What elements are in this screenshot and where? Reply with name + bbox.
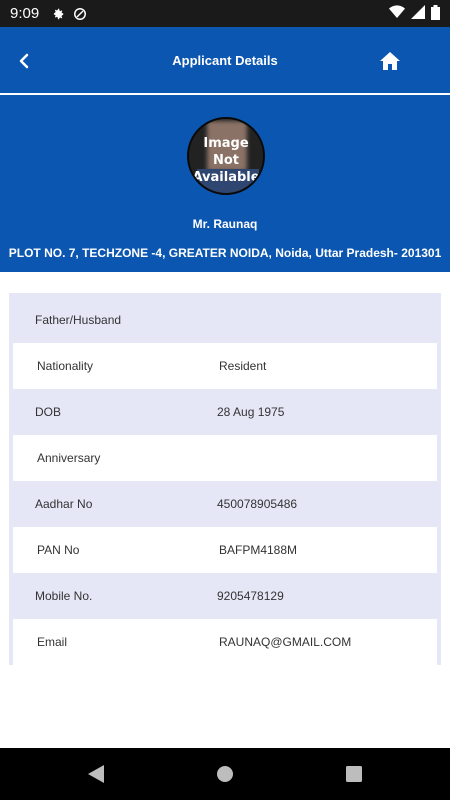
detail-label: Mobile No. — [35, 589, 93, 603]
detail-row-email — [13, 619, 437, 665]
detail-row-aadhar — [11, 481, 439, 527]
app-bar — [0, 27, 450, 93]
detail-row-nationality — [13, 343, 437, 389]
back-arrow-icon[interactable] — [12, 49, 36, 73]
detail-value: 9205478129 — [217, 589, 284, 603]
applicant-address: PLOT NO. 7, TECHZONE -4, GREATER NOIDA, Noida, Uttar Pradesh- 201301 — [8, 246, 442, 260]
detail-row-father-husband — [11, 297, 439, 343]
wifi-icon — [389, 5, 405, 22]
battery-icon — [431, 5, 440, 23]
image-not-available-text: Image Not Available — [192, 136, 260, 185]
home-icon[interactable] — [378, 49, 402, 73]
detail-value: 28 Aug 1975 — [217, 405, 285, 419]
detail-row-mobile — [11, 573, 439, 619]
home-circle-icon[interactable] — [215, 764, 235, 784]
detail-label: Email — [37, 635, 68, 649]
signal-icon — [411, 5, 425, 22]
profile-header — [0, 97, 450, 272]
system-nav-bar — [0, 748, 450, 800]
status-time: 9:09 — [10, 5, 40, 22]
at-sync-icon — [73, 7, 87, 21]
detail-label: Aadhar No — [35, 497, 93, 511]
detail-value: Resident — [219, 359, 267, 373]
detail-label: Anniversary — [37, 451, 101, 465]
applicant-name: Mr. Raunaq — [192, 217, 258, 231]
detail-value: 450078905486 — [217, 497, 298, 511]
status-bar — [0, 0, 450, 27]
detail-label: Nationality — [37, 359, 94, 373]
detail-row-pan — [13, 527, 437, 573]
page-title: Applicant Details — [172, 52, 278, 68]
recents-square-icon[interactable] — [344, 764, 364, 784]
detail-label: DOB — [35, 405, 62, 419]
details-card — [9, 293, 441, 665]
detail-label: PAN No — [37, 543, 80, 557]
detail-label: Father/Husband — [35, 313, 122, 327]
back-triangle-icon[interactable] — [86, 764, 106, 784]
detail-row-anniversary — [13, 435, 437, 481]
detail-row-dob — [11, 389, 439, 435]
detail-value: RAUNAQ@GMAIL.COM — [219, 635, 352, 649]
avatar — [187, 117, 265, 195]
gear-icon — [51, 7, 65, 21]
detail-value: BAFPM4188M — [219, 543, 298, 557]
